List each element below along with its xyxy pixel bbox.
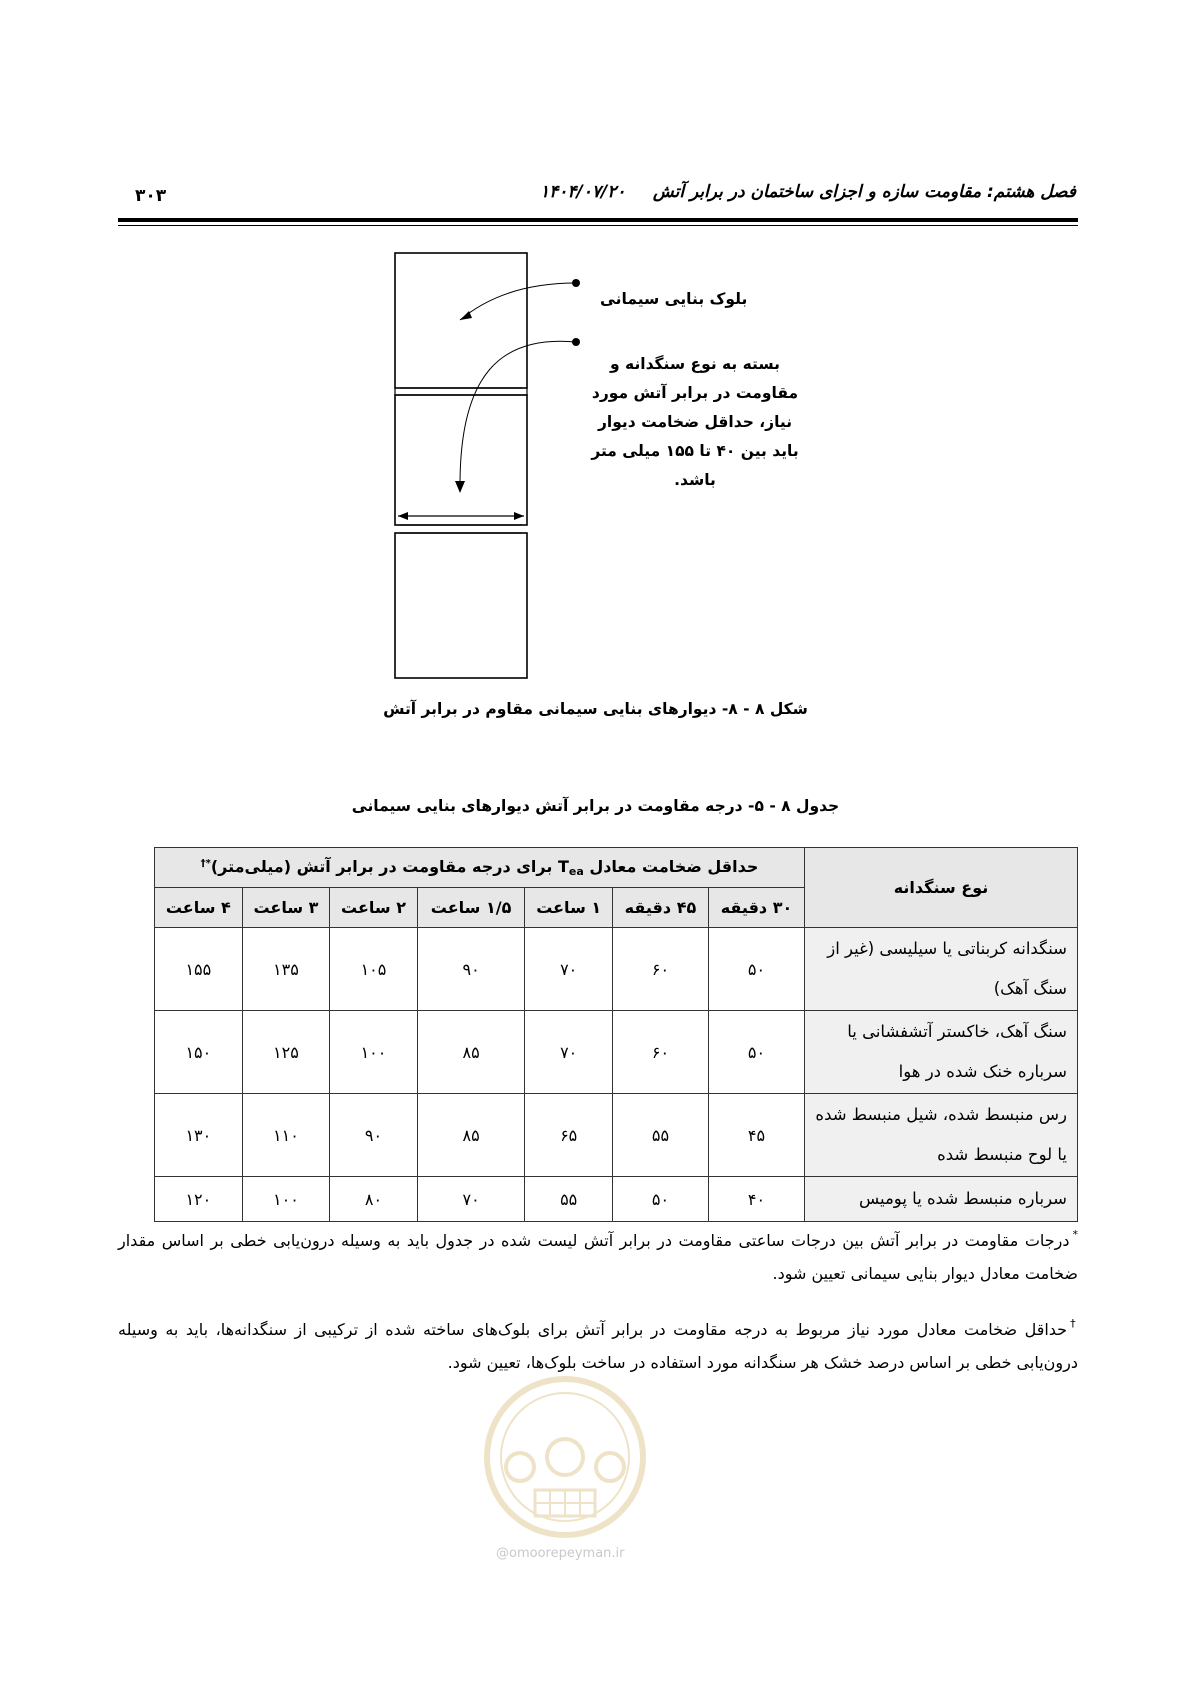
- header-rule-thick: [118, 218, 1078, 222]
- mortar-joint-1: [395, 388, 527, 395]
- table-row: [155, 1094, 1078, 1177]
- callout-label-block: بلوک بنایی سیمانی: [600, 290, 748, 308]
- table-row: [155, 1011, 1078, 1094]
- figure-caption: شکل ۸ - ۸- دیوارهای بنایی سیمانی مقاوم در برابر آتش: [383, 700, 808, 718]
- page-number: ۳۰۳: [135, 186, 167, 206]
- callout-label-thickness: بسته به نوع سنگدانه و مقاومت در برابر آتش مورد نیاز، حداقل ضخامت دیوار باید بین ۴۰ تا ۱۵۵ میلی متر باشد.: [591, 355, 799, 489]
- thickness-cell: ۱۲۰: [155, 1177, 243, 1222]
- header-date: ۱۴۰۴/۰۷/۲۰: [540, 182, 626, 202]
- header-duration: ۴ ساعت: [155, 888, 243, 928]
- aggregate-cell: رس منبسط شده، شیل منبسط شده یا لوح منبسط شده: [805, 1094, 1078, 1177]
- footnote-text: حداقل ضخامت معادل مورد نیاز مربوط به درجه مقاومت در برابر آتش برای بلوک‌های ساخته شده از ترکیبی از سنگدانه‌ها، باید به وسیله درون‌یابی خطی بر اساس درصد خشک هر سنگدانه مورد استفاده در ساخت بلوک‌ها، تعیین شود.: [118, 1320, 1078, 1372]
- thickness-cell: ۱۵۰: [155, 1011, 243, 1094]
- table-caption: جدول ۸ - ۵- درجه مقاومت در برابر آتش دیوارهای بنایی سیمانی: [351, 797, 840, 815]
- footnote-text: درجات مقاومت در برابر آتش بین درجات ساعتی مقاومت در برابر آتش لیست شده در جدول باید به وسیله درون‌یابی خطی بر اساس مقدار ضخامت معادل دیوار بنایی سیمانی تعیین شود.: [118, 1231, 1078, 1283]
- thickness-cell: ۵۰: [708, 1011, 804, 1094]
- thickness-cell: ۵۵: [612, 1094, 708, 1177]
- thickness-cell: ۶۵: [525, 1094, 613, 1177]
- thickness-cell: ۹۰: [417, 928, 525, 1011]
- header-min-thickness: [155, 848, 805, 888]
- footnote-aggregate-mix: [118, 1307, 1078, 1379]
- aggregate-cell: سرباره منبسط شده یا پومیس: [805, 1177, 1078, 1222]
- masonry-block-bottom: [395, 533, 527, 678]
- watermark-seal-icon: [480, 1372, 650, 1542]
- callout-leader-thickness: [455, 338, 580, 493]
- header-duration: ۱ ساعت: [525, 888, 613, 928]
- header-footnote-marks: *†: [200, 858, 211, 869]
- aggregate-cell: سنگ آهک، خاکستر آتشفشانی یا سرباره خنک شده در هوا: [805, 1011, 1078, 1094]
- header-min-thickness-before: حداقل ضخامت معادل: [589, 857, 759, 876]
- header-aggregate-type: نوع سنگدانه: [805, 848, 1078, 928]
- header-duration: ۳ ساعت: [242, 888, 330, 928]
- thickness-cell: ۷۰: [525, 928, 613, 1011]
- header-symbol: $T_{ea}$: [557, 857, 584, 878]
- footnote-mark: †: [1070, 1317, 1078, 1330]
- table-row: [155, 928, 1078, 1011]
- aggregate-cell: سنگدانه کربناتی یا سیلیسی (غیر از سنگ آهک): [805, 928, 1078, 1011]
- thickness-cell: ۶۰: [612, 928, 708, 1011]
- header-duration: ۲ ساعت: [330, 888, 418, 928]
- thickness-cell: ۴۵: [708, 1094, 804, 1177]
- thickness-cell: ۱۰۵: [330, 928, 418, 1011]
- thickness-cell: ۸۵: [417, 1011, 525, 1094]
- watermark-site: @omoorepeyman.ir: [496, 1546, 625, 1561]
- header-rule-thin: [118, 225, 1078, 226]
- footnote-interpolation: [118, 1218, 1078, 1290]
- thickness-cell: ۸۵: [417, 1094, 525, 1177]
- thickness-cell: ۱۳۵: [242, 928, 330, 1011]
- masonry-wall-diagram: [380, 245, 600, 685]
- header-duration: ۱/۵ ساعت: [417, 888, 525, 928]
- fire-resistance-table: [154, 847, 1078, 1222]
- thickness-dimension-arrow: [398, 512, 524, 520]
- thickness-cell: ۱۳۰: [155, 1094, 243, 1177]
- header-min-thickness-after: برای درجه مقاومت در برابر آتش (میلی‌متر): [210, 857, 553, 876]
- table-row: [155, 1177, 1078, 1222]
- thickness-cell: ۷۰: [525, 1011, 613, 1094]
- header-duration: ۳۰ دقیقه: [708, 888, 804, 928]
- masonry-block-top: [395, 253, 527, 388]
- footnote-mark: *: [1072, 1228, 1078, 1241]
- thickness-cell: ۶۰: [612, 1011, 708, 1094]
- thickness-cell: ۸۰: [330, 1177, 418, 1222]
- chapter-title: فصل هشتم: مقاومت سازه و اجزای ساختمان در برابر آتش: [652, 182, 1076, 202]
- thickness-cell: ۴۰: [708, 1177, 804, 1222]
- thickness-cell: ۹۰: [330, 1094, 418, 1177]
- thickness-cell: ۱۰۰: [242, 1177, 330, 1222]
- thickness-cell: ۷۰: [417, 1177, 525, 1222]
- thickness-cell: ۱۵۵: [155, 928, 243, 1011]
- callout-leader-block: [460, 279, 580, 320]
- thickness-cell: ۱۰۰: [330, 1011, 418, 1094]
- header-duration: ۴۵ دقیقه: [612, 888, 708, 928]
- thickness-cell: ۵۰: [612, 1177, 708, 1222]
- thickness-cell: ۱۱۰: [242, 1094, 330, 1177]
- thickness-cell: ۱۲۵: [242, 1011, 330, 1094]
- thickness-cell: ۵۵: [525, 1177, 613, 1222]
- thickness-cell: ۵۰: [708, 928, 804, 1011]
